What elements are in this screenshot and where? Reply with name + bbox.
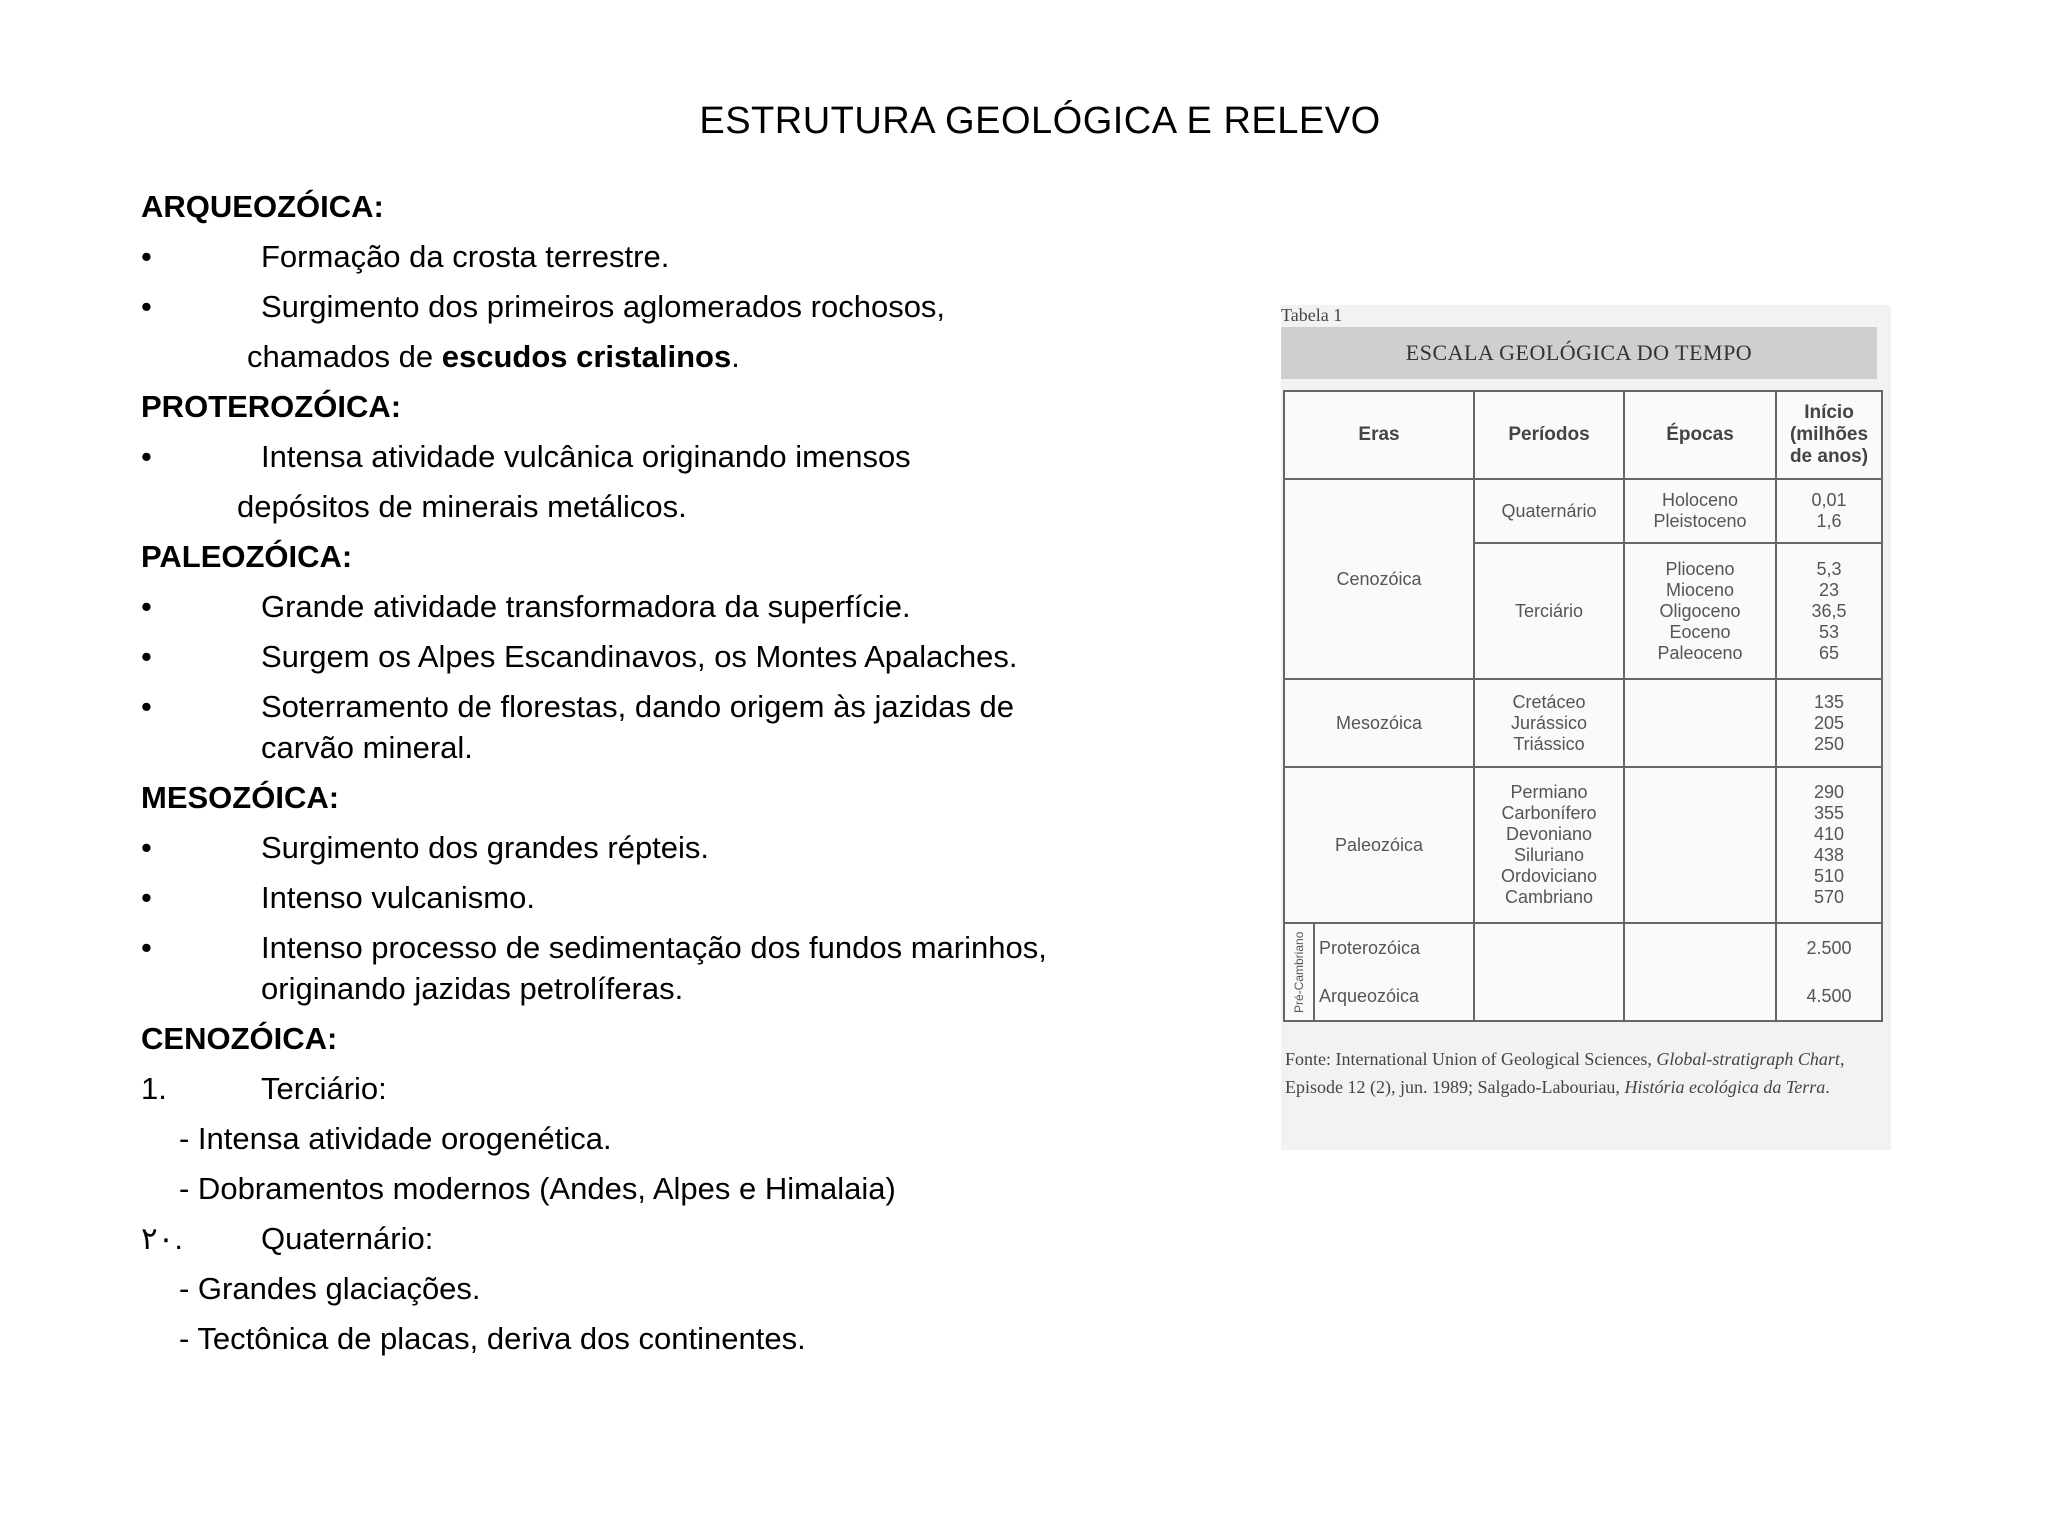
start-value: 1,6 (1816, 511, 1842, 531)
bullet-marker: • (141, 239, 152, 274)
number-marker: ٢٠. (141, 1221, 183, 1256)
section-heading-paleozoica: PALEOZÓICA: (141, 539, 353, 574)
list-item (141, 582, 1161, 632)
line-2: carvão mineral. (261, 730, 473, 765)
list-item-text: Formação da crosta terrestre. (261, 239, 670, 274)
section-heading-proterozoica: PROTEROZÓICA: (141, 389, 402, 424)
column-header: Eras (1284, 391, 1474, 479)
table-row (1284, 923, 1882, 972)
start-value: 410 (1813, 824, 1845, 844)
start-value: 205 (1813, 712, 1845, 733)
era-cell: Paleozóica (1284, 767, 1474, 923)
list-item-text: Grande atividade transformadora da superfície. (261, 589, 911, 624)
epoch: Eoceno (1669, 621, 1731, 642)
start-value: 36,5 (1811, 600, 1847, 621)
pre-cambrian-label: Pré-Cambriano (1284, 923, 1314, 1021)
numbered-item (141, 1064, 1161, 1114)
list-item-continuation (141, 332, 1161, 382)
epoch: Mioceno (1665, 579, 1735, 600)
numbered-item-text: Quaternário: (261, 1221, 434, 1256)
start-cell (1776, 543, 1882, 679)
start-cell (1776, 479, 1882, 543)
era-cell: Arqueozóica (1314, 972, 1474, 1021)
bullet-marker: • (141, 880, 152, 915)
sub-item: - Tectônica de placas, deriva dos continentes. (179, 1321, 806, 1356)
list-item-text (261, 927, 1161, 1009)
source-text: . (1825, 1077, 1830, 1097)
section-heading-cenozoica: CENOZÓICA: (141, 1021, 338, 1056)
line-2: originando jazidas petrolíferas. (261, 971, 684, 1006)
start-value: 438 (1813, 845, 1845, 865)
list-item (141, 823, 1161, 873)
epoch: Paleoceno (1657, 642, 1743, 663)
list-item-text: Surgimento dos primeiros aglomerados rochosos, (261, 289, 946, 324)
start-value: 135 (1813, 691, 1845, 712)
section-heading-arqueozoica: ARQUEOZÓICA: (141, 189, 384, 224)
list-item-continuation: depósitos de minerais metálicos. (237, 489, 687, 524)
period-cell: Terciário (1474, 543, 1624, 679)
start-value: 510 (1813, 866, 1845, 886)
table-row (1284, 479, 1882, 543)
section-heading-mesozoica: MESOZÓICA: (141, 780, 340, 815)
start-value: 290 (1813, 782, 1845, 802)
epoch-cell (1624, 972, 1776, 1021)
bullet-marker: • (141, 589, 152, 624)
sub-item: - Intensa atividade orogenética. (179, 1121, 612, 1156)
era-cell: Proterozóica (1314, 923, 1474, 972)
list-item-text: Surgem os Alpes Escandinavos, os Montes Apalaches. (261, 639, 1018, 674)
sub-item: - Dobramentos modernos (Andes, Alpes e Himalaia) (179, 1171, 896, 1206)
list-item (141, 432, 1161, 482)
period: Permiano (1510, 782, 1588, 802)
epoch: Pleistoceno (1653, 511, 1747, 531)
start-cell: 2.500 (1776, 923, 1882, 972)
list-item (141, 632, 1161, 682)
period: Ordoviciano (1500, 866, 1598, 886)
period-cell (1474, 767, 1624, 923)
table-row (1284, 679, 1882, 767)
start-value: 5,3 (1816, 558, 1842, 579)
number-marker: 1. (141, 1071, 167, 1106)
column-header: Períodos (1474, 391, 1624, 479)
period-cell (1474, 972, 1624, 1021)
page-title: ESTRUTURA GEOLÓGICA E RELEVO (699, 100, 1381, 142)
start-cell (1776, 679, 1882, 767)
epoch-cell (1624, 543, 1776, 679)
list-item-text (261, 686, 1161, 768)
epoch-cell (1624, 923, 1776, 972)
continuation-text: chamados de (247, 339, 442, 374)
epoch: Plioceno (1665, 558, 1735, 579)
period: Devoniano (1505, 824, 1593, 844)
bullet-marker: • (141, 930, 152, 965)
list-item (141, 232, 1161, 282)
epoch: Oligoceno (1659, 600, 1741, 621)
start-cell (1776, 767, 1882, 923)
column-header: Épocas (1624, 391, 1776, 479)
bullet-marker: • (141, 439, 152, 474)
start-cell: 4.500 (1776, 972, 1882, 1021)
list-item-text: Intensa atividade vulcânica originando imensos (261, 439, 911, 474)
table-row (1284, 767, 1882, 923)
line-1: Intenso processo de sedimentação dos fundos marinhos, (261, 930, 1047, 965)
period: Cambriano (1504, 887, 1594, 907)
period: Siluriano (1513, 845, 1585, 865)
column-header: Início (milhões de anos) (1776, 391, 1882, 479)
table-title: ESCALA GEOLÓGICA DO TEMPO (1281, 327, 1877, 379)
epoch: Holoceno (1661, 490, 1739, 510)
period: Carbonífero (1501, 803, 1597, 823)
bullet-marker: • (141, 639, 152, 674)
bullet-marker: • (141, 689, 152, 724)
start-value: 65 (1818, 642, 1840, 663)
list-item (141, 682, 1161, 773)
period-cell (1474, 679, 1624, 767)
geologic-time-table (1283, 390, 1883, 1022)
source-text: Fonte: International Union of Geological Sciences, (1285, 1049, 1657, 1069)
start-value: 23 (1818, 579, 1840, 600)
list-item-text: Surgimento dos grandes répteis. (261, 830, 710, 865)
bullet-marker: • (141, 289, 152, 324)
table-source (1285, 1045, 1885, 1101)
period: Jurássico (1510, 712, 1588, 733)
table-row (1284, 972, 1882, 1021)
content-list (141, 182, 1161, 1364)
start-value: 0,01 (1811, 490, 1847, 510)
period: Cretáceo (1512, 691, 1586, 712)
start-value: 355 (1813, 803, 1845, 823)
source-text: , Episode 12 (2), jun. 1989; Salgado-Labouriau, (1285, 1049, 1845, 1097)
epoch-cell (1624, 479, 1776, 543)
list-item-text: Intenso vulcanismo. (261, 880, 535, 915)
source-title: Global-stratigraph Chart (1656, 1049, 1840, 1069)
table-caption: Tabela 1 (1281, 305, 1343, 325)
geologic-time-table-image (1281, 305, 1891, 1150)
start-value: 53 (1818, 621, 1840, 642)
period-cell (1474, 923, 1624, 972)
bullet-marker: • (141, 830, 152, 865)
sub-item: - Grandes glaciações. (179, 1271, 481, 1306)
numbered-item (141, 1214, 1161, 1264)
line-1: Soterramento de florestas, dando origem às jazidas de (261, 689, 1015, 724)
epoch-cell (1624, 679, 1776, 767)
source-title: História ecológica da Terra (1624, 1077, 1826, 1097)
era-cell: Cenozóica (1284, 479, 1474, 679)
table-header-row (1284, 391, 1882, 479)
bold-term: escudos cristalinos (441, 339, 732, 374)
list-item (141, 282, 1161, 332)
list-item (141, 923, 1161, 1014)
era-cell: Mesozóica (1284, 679, 1474, 767)
start-value: 250 (1813, 733, 1845, 754)
continuation-punct: . (731, 339, 740, 374)
start-value: 570 (1813, 887, 1845, 907)
numbered-item-text: Terciário: (261, 1071, 387, 1106)
period-cell: Quaternário (1474, 479, 1624, 543)
epoch-cell (1624, 767, 1776, 923)
period: Triássico (1513, 733, 1585, 754)
list-item (141, 873, 1161, 923)
